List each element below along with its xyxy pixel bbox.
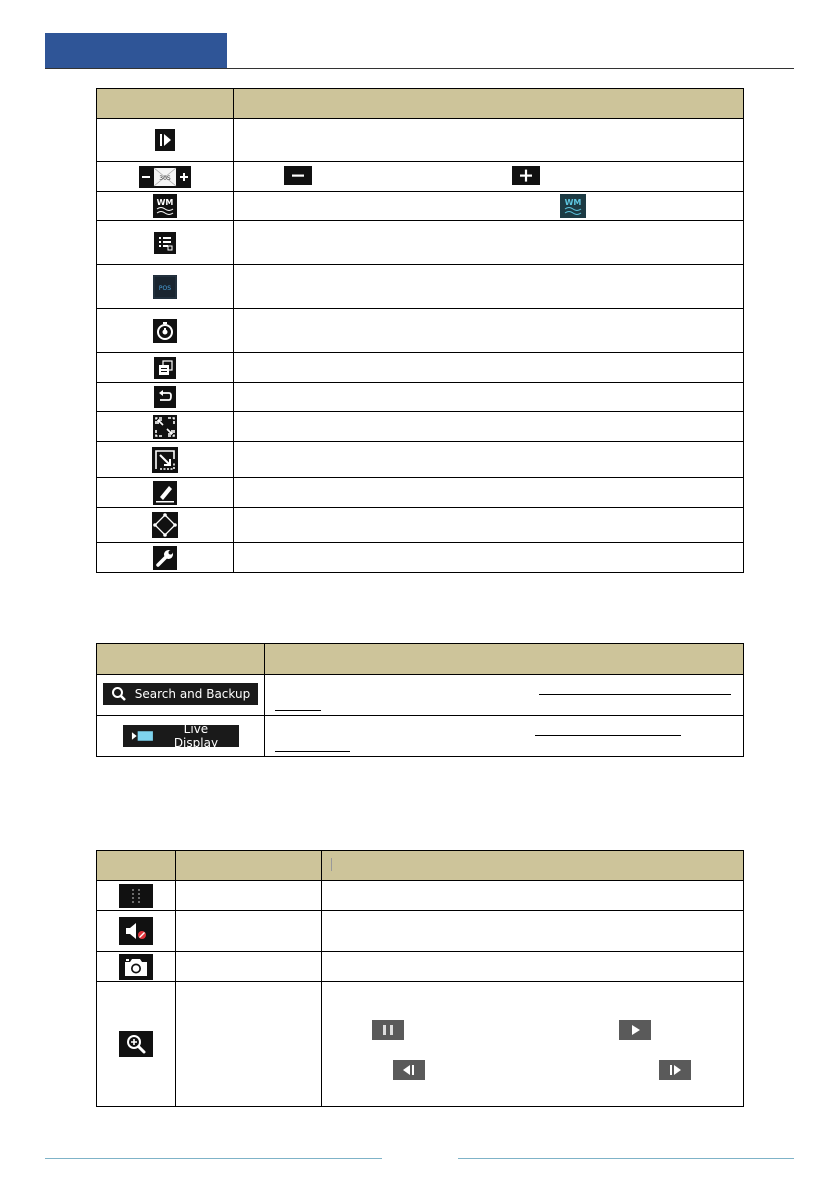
row-description (234, 478, 744, 508)
event-list-icon[interactable] (154, 232, 176, 254)
row-description (234, 265, 744, 309)
footer-rule-right (458, 1158, 794, 1159)
live-display-button[interactable] (123, 721, 239, 750)
minus-icon (284, 166, 312, 185)
camera-live-icon (131, 729, 154, 743)
cross-reference-link[interactable] (535, 735, 681, 736)
header-tab (45, 33, 227, 69)
step-forward-icon[interactable] (155, 129, 175, 151)
row-description (322, 881, 744, 911)
mute-icon[interactable] (119, 917, 153, 945)
name-cell (176, 982, 322, 1107)
header-cell-button (97, 644, 265, 675)
return-icon[interactable] (154, 386, 176, 408)
header-cell-name (176, 851, 322, 881)
row-description (234, 119, 744, 162)
svg-text:WM: WM (564, 198, 582, 207)
row-description (234, 192, 744, 221)
search-icon (111, 686, 127, 702)
drag-handle-icon[interactable] (119, 884, 153, 908)
header-rule (45, 68, 794, 69)
header-cell-description (265, 644, 744, 675)
fisheye-icon[interactable] (152, 512, 178, 538)
search-and-backup-button[interactable] (103, 683, 258, 705)
edit-icon[interactable] (153, 481, 177, 505)
time-adjust-value: 30S (159, 174, 171, 182)
watermark-label: WM (156, 198, 174, 207)
pos-label: POS (158, 284, 172, 292)
pos-icon[interactable] (153, 275, 177, 299)
watermark-active-icon (560, 194, 586, 218)
row-description (234, 412, 744, 442)
button-table (96, 643, 744, 757)
name-cell (176, 881, 322, 911)
cross-reference-link[interactable] (539, 694, 731, 695)
row-description (234, 309, 744, 353)
header-cell-description (234, 89, 744, 119)
header-cell-description (322, 851, 744, 881)
step-forward-small-icon (659, 1060, 691, 1080)
settings-wrench-icon[interactable] (153, 546, 177, 570)
row-description (322, 952, 744, 982)
row-description (234, 162, 744, 192)
cross-reference-link-continued[interactable] (275, 751, 350, 752)
row-description (234, 442, 744, 478)
play-icon (619, 1020, 651, 1040)
watermark-icon[interactable] (153, 194, 177, 218)
snapshot-icon[interactable] (119, 954, 153, 980)
row-description (234, 383, 744, 412)
icon-table (96, 88, 744, 573)
cross-reference-link-continued[interactable] (275, 710, 321, 711)
pause-icon (372, 1020, 404, 1040)
toolbar-table (96, 850, 744, 1107)
row-description (234, 508, 744, 543)
row-description (265, 675, 744, 716)
zoom-in-icon[interactable] (119, 1031, 153, 1057)
timer-icon[interactable] (153, 319, 177, 343)
search-and-backup-label: Search and Backup (134, 687, 251, 701)
row-description (322, 911, 744, 952)
row-description (234, 353, 744, 383)
live-display-label: Live Display (173, 721, 219, 750)
row-description (265, 716, 744, 757)
header-cell-icon (97, 851, 176, 881)
footer-rule-left (45, 1158, 382, 1159)
row-description (322, 982, 744, 1107)
exit-fullscreen-icon[interactable] (152, 447, 178, 473)
plus-icon (512, 166, 540, 185)
row-description (234, 221, 744, 265)
header-cursor-mark (331, 858, 332, 871)
backup-copy-icon[interactable] (154, 357, 176, 379)
name-cell (176, 952, 322, 982)
time-adjust-icon[interactable] (139, 166, 191, 188)
fullscreen-icon[interactable] (153, 415, 177, 439)
name-cell (176, 911, 322, 952)
row-description (234, 543, 744, 573)
step-backward-icon (393, 1060, 425, 1080)
header-cell-icon (97, 89, 234, 119)
